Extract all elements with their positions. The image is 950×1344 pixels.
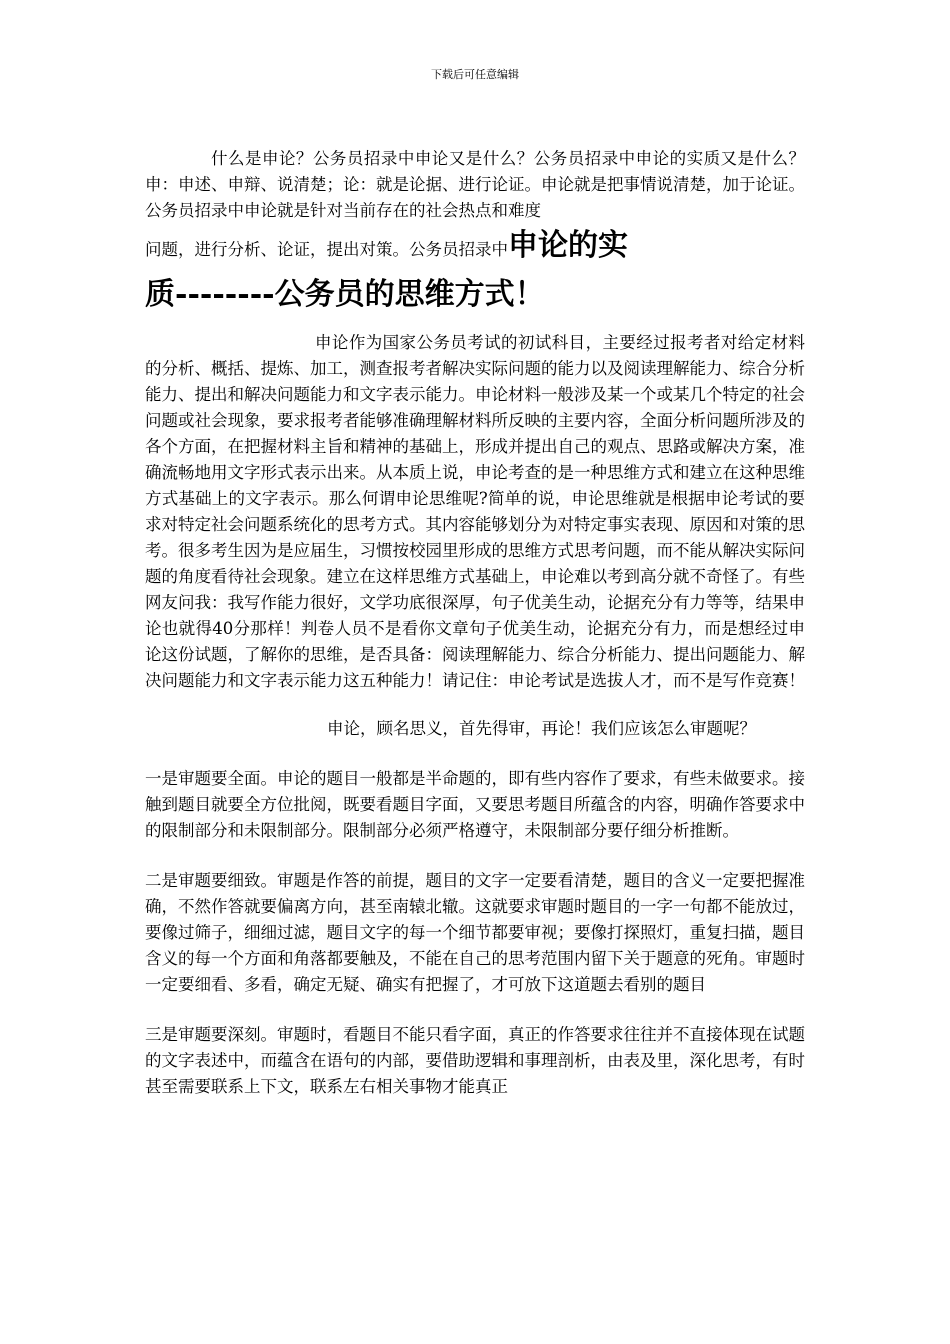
title-part-2: 质--------公务员的思维方式！ <box>145 277 545 312</box>
point-1-paragraph: 一是审题要全面。申论的题目一般都是半命题的，即有些内容作了要求，有些未做要求。接触到题目就要全方位批阅，既要看题目字面，又要思考题目所蕴含的内容，明确作答要求中的限制部分和未限制部分。限制部分必须严格遵守，未限制部分要仔细分析推断。 <box>145 769 805 840</box>
question-paragraph: 申论，顾名思义，首先得审，再论！我们应该怎么审题呢？ <box>327 719 756 738</box>
header-note: 下载后可任意编辑 <box>431 68 519 81</box>
intro-tail-line <box>145 226 805 266</box>
document-body <box>145 146 805 1100</box>
main-paragraph: 申论作为国家公务员考试的初试科目，主要经过报考者对给定材料的分析、概括、提炼、加工，测查报考者解决实际问题的能力以及阅读理解能力、综合分析能力、提出和解决问题能力和文字表示能力。申论材料一般涉及某一个或某几个特定的社会问题或社会现象，要求报考者能够准确理解材料所反映的主要内容，全面分析问题所涉及的各个方面，在把握材料主旨和精神的基础上，形成并提出自己的观点、思路或解决方案，准确流畅地用文字形式表示出来。从本质上说，申论考查的是一种思维方式和建立在这种思维方式基础上的文字表示。那么何谓申论思维呢?简单的说，申论思维就是根据申论考试的要求对特定社会问题系统化的思考方式。其内容能够划分为对特定事实表现、原因和对策的思考。很多考生因为是应届生，习惯按校园里形成的思维方式思考问题，而不能从解决实际问题的角度看待社会现象。建立在这样思维方式基础上，申论难以考到高分就不奇怪了。有些网友问我：我写作能力很好，文学功底很深厚，句子优美生动，论据充分有力等等，结果申论也就得40分那样！判卷人员不是看你文章句子优美生动，论据充分有力，而是想经过申论这份试题，了解你的思维，是否具备：阅读理解能力、综合分析能力、提出问题能力、解决问题能力和文字表示能力这五种能力！请记住：申论考试是选拔人才，而不是写作竞赛！ <box>145 333 805 690</box>
point-3-paragraph: 三是审题要深刻。审题时，看题目不能只看字面，真正的作答要求往往并不直接体现在试题的文字表述中，而蕴含在语句的内部，要借助逻辑和事理剖析，由表及里，深化思考，有时甚至需要联系上下文，联系左右相关事物才能真正 <box>145 1025 805 1096</box>
point-2-paragraph: 二是审题要细致。审题是作答的前提，题目的文字一定要看清楚，题目的含义一定要把握准确，不然作答就要偏离方向，甚至南辕北辙。这就要求审题时题目的一字一句都不能放过，要像过筛子，细细过滤，题目文字的每一个细节都要审视；要像打探照灯，重复扫描，题目含义的每一个方面和角落都要触及，不能在自己的思考范围内留下关于题意的死角。审题时一定要细看、多看，确定无疑、确实有把握了，才可放下这道题去看别的题目 <box>145 871 805 994</box>
title-part-1: 申论的实 <box>508 228 628 263</box>
intro-tail-text: 问题，进行分析、论证，提出对策。公务员招录中 <box>145 240 508 259</box>
intro-paragraph: 什么是申论？公务员招录中申论又是什么？公务员招录中申论的实质又是什么？申：申述、申辩、说清楚；论：就是论据、进行论证。申论就是把事情说清楚，加于论证。公务员招录中申论就是针对当前存在的社会热点和难度 <box>145 149 805 220</box>
